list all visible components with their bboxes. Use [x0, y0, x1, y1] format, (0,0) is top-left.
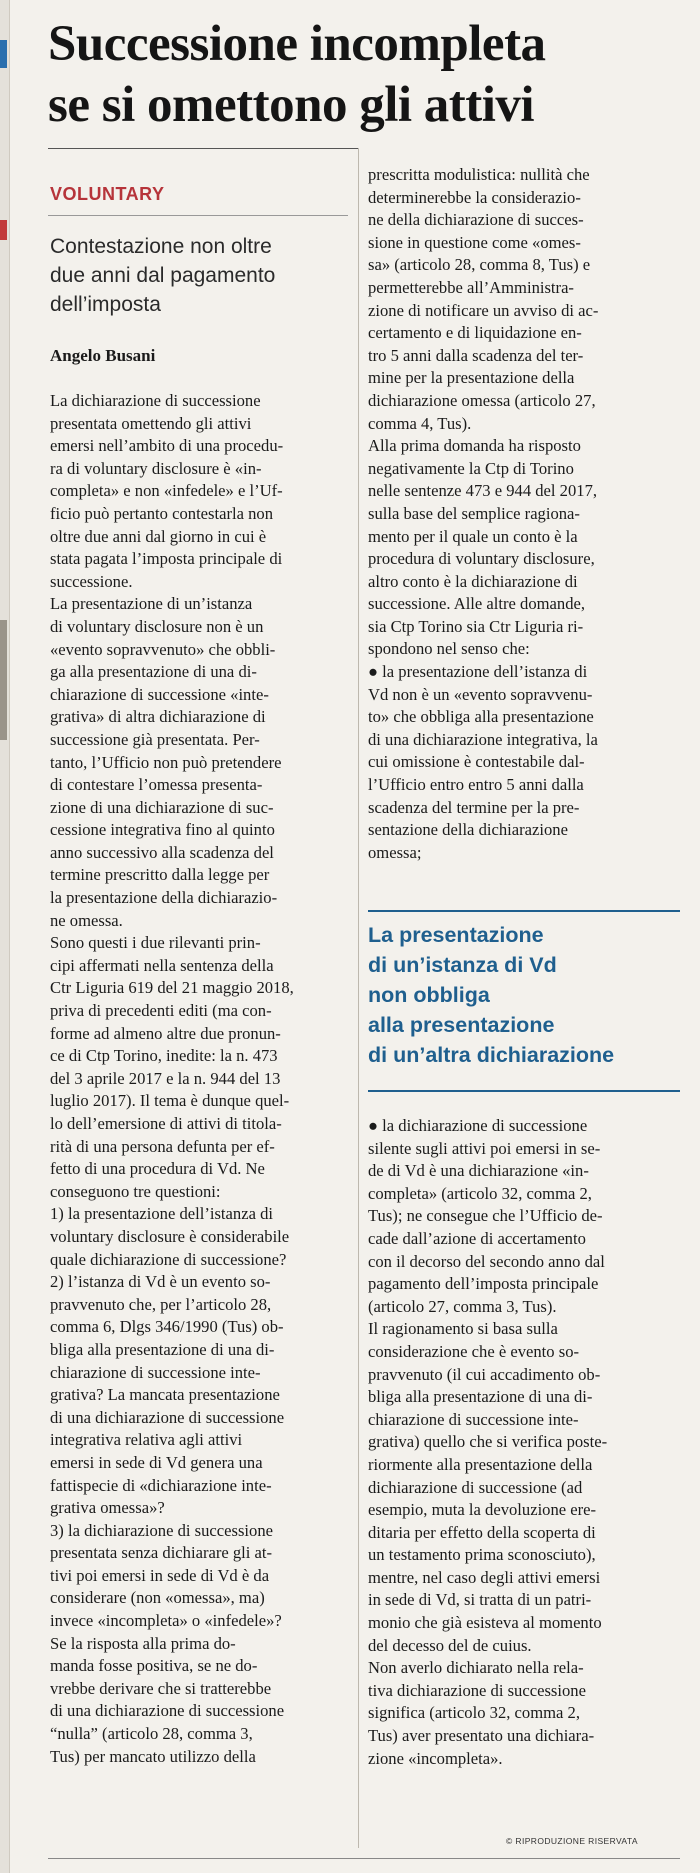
- text-line: di voluntary disclosure non è un: [50, 616, 264, 636]
- text-line: di una dichiarazione di successione: [50, 1407, 285, 1427]
- text-line: negativamente la Ctp di Torino: [368, 458, 574, 478]
- text-line: “nulla” (articolo 28, comma 3,: [50, 1724, 253, 1744]
- text-line: tanto, l’Ufficio non può pretendere: [50, 752, 282, 772]
- text-line: emersi in sede di Vd genera una: [50, 1452, 263, 1472]
- edge-color-mark: [0, 40, 7, 68]
- text-line: conseguono tre questioni:: [50, 1181, 221, 1201]
- pullquote-line: non obbliga: [368, 983, 490, 1007]
- text-line: chiarazione di successione inte-: [368, 1409, 579, 1429]
- text-line: rità di una persona defunta per ef-: [50, 1136, 275, 1156]
- pullquote-line: di un’altra dichiarazione: [368, 1043, 615, 1067]
- text-line: la presentazione della dichiarazio-: [50, 888, 278, 908]
- text-line: dichiarazione di successione (ad: [368, 1477, 583, 1497]
- text-line: La presentazione di un’istanza: [50, 594, 253, 614]
- subtitle-line: dell’imposta: [50, 293, 161, 316]
- section-divider: [48, 215, 348, 216]
- adjacent-page-edge: [0, 0, 10, 1873]
- text-line: tro 5 anni dalla scadenza del ter-: [368, 345, 584, 365]
- text-line: omessa;: [368, 842, 422, 862]
- text-line: grativa omessa»?: [50, 1498, 165, 1518]
- text-line: ne della dichiarazione di succes-: [368, 210, 584, 230]
- headline-line: Successione incompleta: [48, 16, 546, 72]
- text-line: monio che già esisteva al momento: [368, 1613, 602, 1633]
- text-line: l’Ufficio entro entro 5 anni dalla: [368, 775, 584, 795]
- text-line: sione in questione come «omes-: [368, 232, 581, 252]
- text-line: pravvenuto (il cui accadimento ob-: [368, 1364, 601, 1384]
- text-line: presentata senza dichiarare gli at-: [50, 1543, 273, 1563]
- pullquote-rule: [368, 910, 680, 912]
- headline: [48, 14, 688, 136]
- pullquote-line: di un’istanza di Vd: [368, 953, 557, 977]
- text-line: del decesso del de cuius.: [368, 1635, 532, 1655]
- text-line: in sede di Vd, si tratta di un patri-: [368, 1590, 592, 1610]
- text-line: riormente alla presentazione della: [368, 1454, 593, 1474]
- text-line: invece «incompleta» o «infedele»?: [50, 1611, 282, 1631]
- headline-line: se si omettono gli attivi: [48, 77, 535, 133]
- text-line: sa» (articolo 28, comma 8, Tus) e: [368, 255, 591, 275]
- text-line: tiva dichiarazione di successione: [368, 1680, 586, 1700]
- text-line: mine per la presentazione della: [368, 368, 575, 388]
- pullquote-line: alla presentazione: [368, 1013, 555, 1037]
- text-line: altro conto è la dichiarazione di: [368, 571, 578, 591]
- body-column-left: [50, 390, 350, 1768]
- text-line: oltre due anni dal giorno in cui è: [50, 526, 267, 546]
- text-line: considerazione che è evento so-: [368, 1341, 580, 1361]
- text-line: Il ragionamento si basa sulla: [368, 1319, 558, 1339]
- text-line: considerare (non «omessa», ma): [50, 1588, 265, 1608]
- text-line: cade dall’azione di accertamento: [368, 1228, 586, 1248]
- text-line: di una dichiarazione di successione: [50, 1701, 285, 1721]
- text-line: permetterebbe all’Amministra-: [368, 277, 574, 297]
- text-line: di una dichiarazione integrativa, la: [368, 729, 598, 749]
- text-line: ditaria per effetto della scoperta di: [368, 1522, 596, 1542]
- text-line: pravvenuto che, per l’articolo 28,: [50, 1294, 272, 1314]
- text-line: 1) la presentazione dell’istanza di: [50, 1204, 273, 1224]
- subtitle-line: due anni dal pagamento: [50, 264, 276, 287]
- text-line: priva di precedenti editi (ma con-: [50, 1001, 272, 1021]
- text-line: voluntary disclosure è considerabile: [50, 1226, 290, 1246]
- text-line: di contestare l’omessa presenta-: [50, 775, 263, 795]
- text-line: completa» e non «infedele» e l’Uf-: [50, 481, 283, 501]
- text-line: vrebbe derivare che si tratterebbe: [50, 1678, 272, 1698]
- text-line: zione «incompleta».: [368, 1748, 503, 1768]
- text-line: Se la risposta alla prima do-: [50, 1633, 236, 1653]
- text-line: pagamento dell’imposta principale: [368, 1274, 599, 1294]
- text-line: determinerebbe la considerazio-: [368, 187, 581, 207]
- text-line: sentazione della dichiarazione: [368, 820, 568, 840]
- text-line: stata pagata l’imposta principale di: [50, 549, 283, 569]
- text-line: sia Ctp Torino sia Ctr Liguria ri-: [368, 616, 584, 636]
- text-line: grativa» di altra dichiarazione di: [50, 707, 266, 727]
- pullquote-rule: [368, 1090, 680, 1092]
- text-line: tivi poi emersi in sede di Vd è da: [50, 1565, 270, 1585]
- text-line: ● la presentazione dell’istanza di: [368, 662, 588, 682]
- text-line: integrativa relativa agli attivi: [50, 1430, 243, 1450]
- text-line: scadenza del termine per la pre-: [368, 797, 580, 817]
- text-line: significa (articolo 32, comma 2,: [368, 1703, 580, 1723]
- text-line: zione di notificare un avviso di ac-: [368, 300, 599, 320]
- text-line: sulla base del semplice ragiona-: [368, 503, 580, 523]
- text-line: certamento e di liquidazione en-: [368, 323, 582, 343]
- text-line: lo dell’emersione di attivi di titola-: [50, 1114, 282, 1133]
- text-line: cessione integrativa fino al quinto: [50, 820, 275, 840]
- text-line: Alla prima domanda ha risposto: [368, 436, 581, 456]
- text-line: ce di Ctp Torino, inedite: la n. 473: [50, 1046, 278, 1066]
- text-line: chiarazione di successione «inte-: [50, 684, 269, 704]
- text-line: silente sugli attivi poi emersi in se-: [368, 1138, 601, 1158]
- text-line: grativa? La mancata presentazione: [50, 1385, 280, 1405]
- text-line: ficio può pertanto contestarla non: [50, 503, 274, 523]
- body-column-right-bottom: [368, 1115, 680, 1770]
- text-line: completa» (articolo 32, comma 2,: [368, 1183, 592, 1203]
- text-line: presentata omettendo gli attivi: [50, 413, 252, 433]
- text-line: (articolo 27, comma 3, Tus).: [368, 1296, 557, 1316]
- edge-color-mark: [0, 220, 7, 240]
- text-line: Tus); ne consegue che l’Ufficio de-: [368, 1206, 603, 1226]
- text-line: chiarazione di successione inte-: [50, 1362, 261, 1382]
- text-line: emersi nell’ambito di una procedu-: [50, 436, 284, 456]
- copyright-notice: © RIPRODUZIONE RISERVATA: [506, 1836, 638, 1846]
- text-line: manda fosse positiva, se ne do-: [50, 1656, 258, 1676]
- text-line: nelle sentenze 473 e 944 del 2017,: [368, 481, 598, 501]
- text-line: prescritta modulistica: nullità che: [368, 165, 590, 184]
- text-line: cui omissione è contestabile dal-: [368, 752, 585, 772]
- text-line: mento per il quale un conto è la: [368, 526, 578, 546]
- text-line: luglio 2017). Il tema è dunque quel-: [50, 1091, 290, 1111]
- column-divider: [358, 148, 359, 1848]
- page-bottom-rule: [48, 1858, 680, 1859]
- text-line: Vd non è un «evento sopravvenu-: [368, 684, 593, 704]
- text-line: «evento sopravvenuto» che obbli-: [50, 639, 276, 659]
- text-line: 2) l’istanza di Vd è un evento so-: [50, 1272, 271, 1292]
- text-line: cipi affermati nella sentenza della: [50, 955, 274, 975]
- text-line: termine prescritto dalla legge per: [50, 865, 270, 885]
- body-column-right-top: [368, 164, 680, 864]
- text-line: quale dichiarazione di successione?: [50, 1249, 287, 1269]
- section-tag: VOLUNTARY: [50, 184, 165, 204]
- author-byline: Angelo Busani: [50, 346, 156, 365]
- text-line: comma 6, Dlgs 346/1990 (Tus) ob-: [50, 1317, 284, 1337]
- subtitle-line: Contestazione non oltre: [50, 235, 272, 258]
- text-line: comma 4, Tus).: [368, 413, 472, 433]
- text-line: grativa) quello che si verifica poste-: [368, 1432, 608, 1452]
- text-line: spondono nel senso che:: [368, 639, 530, 659]
- headline-divider: [48, 148, 358, 149]
- text-line: 3) la dichiarazione di successione: [50, 1520, 274, 1540]
- text-line: un testamento prima sconosciuto),: [368, 1545, 596, 1565]
- text-line: to» che obbliga alla presentazione: [368, 707, 594, 727]
- text-line: ra di voluntary disclosure è «in-: [50, 458, 262, 478]
- text-line: fetto di una procedura di Vd. Ne: [50, 1159, 265, 1179]
- text-line: La dichiarazione di successione: [50, 391, 261, 410]
- text-line: de di Vd è una dichiarazione «in-: [368, 1161, 589, 1181]
- text-line: zione di una dichiarazione di suc-: [50, 797, 274, 817]
- text-line: procedura di voluntary disclosure,: [368, 549, 595, 569]
- text-line: fattispecie di «dichiarazione inte-: [50, 1475, 272, 1495]
- text-line: Tus) per mancato utilizzo della: [50, 1746, 256, 1766]
- text-line: ne omessa.: [50, 910, 123, 930]
- text-line: forme ad almeno altre due pronun-: [50, 1023, 281, 1043]
- text-line: Ctr Liguria 619 del 21 maggio 2018,: [50, 978, 294, 998]
- text-line: bliga alla presentazione di una di-: [50, 1339, 275, 1359]
- text-line: esempio, muta la devoluzione ere-: [368, 1500, 597, 1520]
- text-line: ga alla presentazione di una di-: [50, 662, 257, 682]
- text-line: Tus) aver presentato una dichiara-: [368, 1726, 595, 1746]
- text-line: successione. Alle altre domande,: [368, 594, 586, 614]
- text-line: successione.: [50, 571, 133, 591]
- pullquote: [368, 920, 680, 1070]
- text-line: anno successivo alla scadenza del: [50, 842, 274, 862]
- text-line: del 3 aprile 2017 e la n. 944 del 13: [50, 1068, 281, 1088]
- text-line: bliga alla presentazione di una di-: [368, 1387, 593, 1407]
- pullquote-line: La presentazione: [368, 923, 544, 947]
- text-line: Non averlo dichiarato nella rela-: [368, 1658, 584, 1678]
- text-line: mentre, nel caso degli attivi emersi: [368, 1567, 601, 1587]
- text-line: dichiarazione omessa (articolo 27,: [368, 390, 596, 410]
- text-line: successione già presentata. Per-: [50, 729, 260, 749]
- subtitle: [50, 232, 350, 319]
- text-line: ● la dichiarazione di successione: [368, 1116, 588, 1135]
- text-line: Sono questi i due rilevanti prin-: [50, 933, 261, 953]
- edge-color-mark: [0, 620, 7, 740]
- text-line: con il decorso del secondo anno dal: [368, 1251, 605, 1271]
